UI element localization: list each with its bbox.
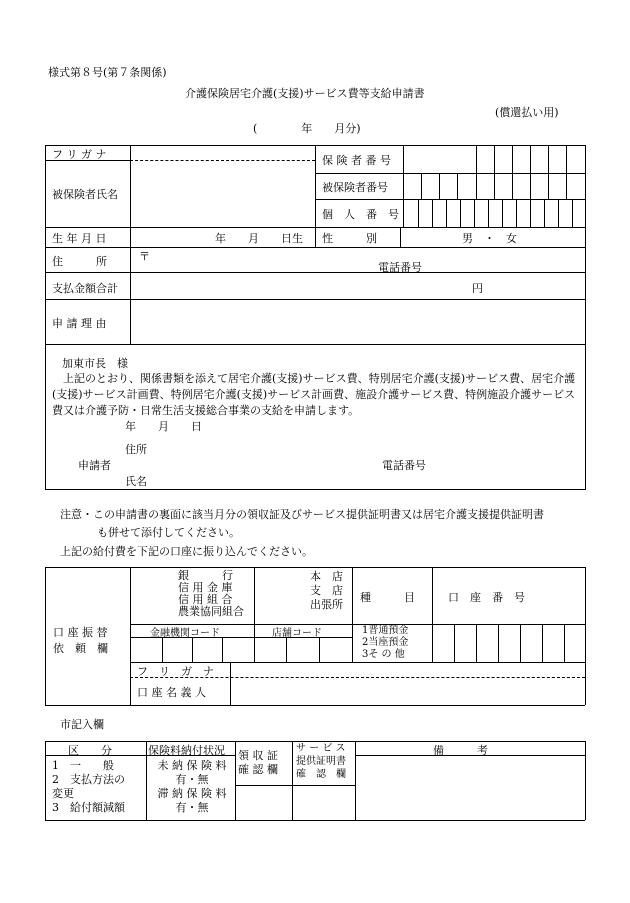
form-title: 介護保険居宅介護(支援)サービス費等支給申請書 bbox=[185, 87, 425, 100]
application-date: 年 月 日 bbox=[125, 420, 202, 433]
yen-unit: 円 bbox=[472, 282, 483, 295]
remarks-header: 備 考 bbox=[433, 744, 488, 757]
period: ( 年 月分) bbox=[253, 122, 361, 135]
payment-type: (償還払い用) bbox=[495, 106, 559, 119]
sex-options[interactable]: 男 ・ 女 bbox=[462, 232, 517, 245]
bank-code-label: 金融機関コード bbox=[150, 628, 220, 639]
note-line-2: も併せて添付してください。 bbox=[97, 526, 240, 539]
insured-name-label: 被保険者氏名 bbox=[52, 188, 118, 201]
category-header: 区 分 bbox=[68, 744, 112, 757]
account-number-header: 口 座 番 号 bbox=[448, 591, 525, 604]
birth-date-format: 年 月 日生 bbox=[215, 232, 303, 245]
insured-number-label: 被保険者番号 bbox=[322, 181, 388, 194]
branch-types[interactable]: 本 店 支 店 出張所 bbox=[310, 570, 343, 611]
account-holder-label: 口 座 名 義 人 bbox=[137, 686, 206, 699]
institution-types[interactable]: 銀 行 信 用 金 庫 信 用 組 合 農業協同組合 bbox=[178, 569, 244, 618]
phone-label: 電話番号 bbox=[378, 261, 422, 274]
premium-status-header: 保険料納付状況 bbox=[148, 744, 225, 757]
insurer-number-label: 保 険 者 番 号 bbox=[322, 154, 391, 167]
reason-label: 申 請 理 由 bbox=[52, 317, 107, 330]
applicant-label: 申請者 bbox=[78, 459, 111, 472]
furigana-label: フ リ ガ ナ bbox=[52, 148, 107, 161]
city-section-title: 市記入欄 bbox=[60, 718, 104, 731]
applicant-address-label: 住所 bbox=[125, 443, 147, 456]
application-body: 上記のとおり、関係書類を添えて居宅介護(支援)サービス費、特別居宅介護(支援)サービス費、居宅介護(支援)サービス計画費、特例居宅介護(支援)サービス計画費、施設介護サービス費、特例施設介護サービス費又は介護予防・日常生活支援総合事業の支給を申請します。 bbox=[52, 372, 576, 417]
applicant-phone-label: 電話番号 bbox=[382, 459, 426, 472]
receipt-check-label: 領 収 証 確 認 欄 bbox=[238, 749, 278, 776]
transfer-label-1: 口 座 振 替 bbox=[53, 626, 108, 639]
premium-items[interactable]: 未 納 保 険 料 有・無 滞 納 保 険 料 有・無 bbox=[157, 759, 227, 814]
sex-label: 性 別 bbox=[322, 232, 377, 245]
account-type-header: 種 目 bbox=[360, 591, 415, 604]
branch-code-label: 店舗コード bbox=[272, 628, 322, 639]
payment-total-label: 支払金額合計 bbox=[52, 282, 118, 295]
note-line-3: 上記の給付費を下記の口座に振り込んでください。 bbox=[60, 545, 313, 558]
birth-date-label: 生 年 月 日 bbox=[52, 232, 107, 245]
form-number: 様式第８号(第７条関係) bbox=[48, 66, 167, 79]
personal-number-label: 個 人 番 号 bbox=[322, 208, 399, 221]
addressee: 加東市長 様 bbox=[62, 357, 128, 370]
service-certificate-check-label: サ ー ビ ス 提供証明書 確 認 欄 bbox=[296, 743, 346, 780]
postal-mark: 〒 bbox=[139, 250, 150, 263]
holder-furigana-label: フ リ ガ ナ bbox=[137, 665, 214, 678]
note-line-1: 注意・この申請書の裏面に該当月分の領収証及びサービス提供証明書又は居宅介護支援提供証明書 bbox=[60, 508, 544, 521]
transfer-label-2: 依 頼 欄 bbox=[53, 642, 108, 655]
applicant-name-label: 氏名 bbox=[125, 475, 147, 488]
address-label: 住 所 bbox=[52, 255, 107, 268]
account-types[interactable]: 1普通預金 2当座預金 3そ の 他 bbox=[362, 625, 409, 660]
category-items[interactable]: 1 一 般 2 支払方法の 変更 3 給付額減額 bbox=[52, 759, 125, 814]
